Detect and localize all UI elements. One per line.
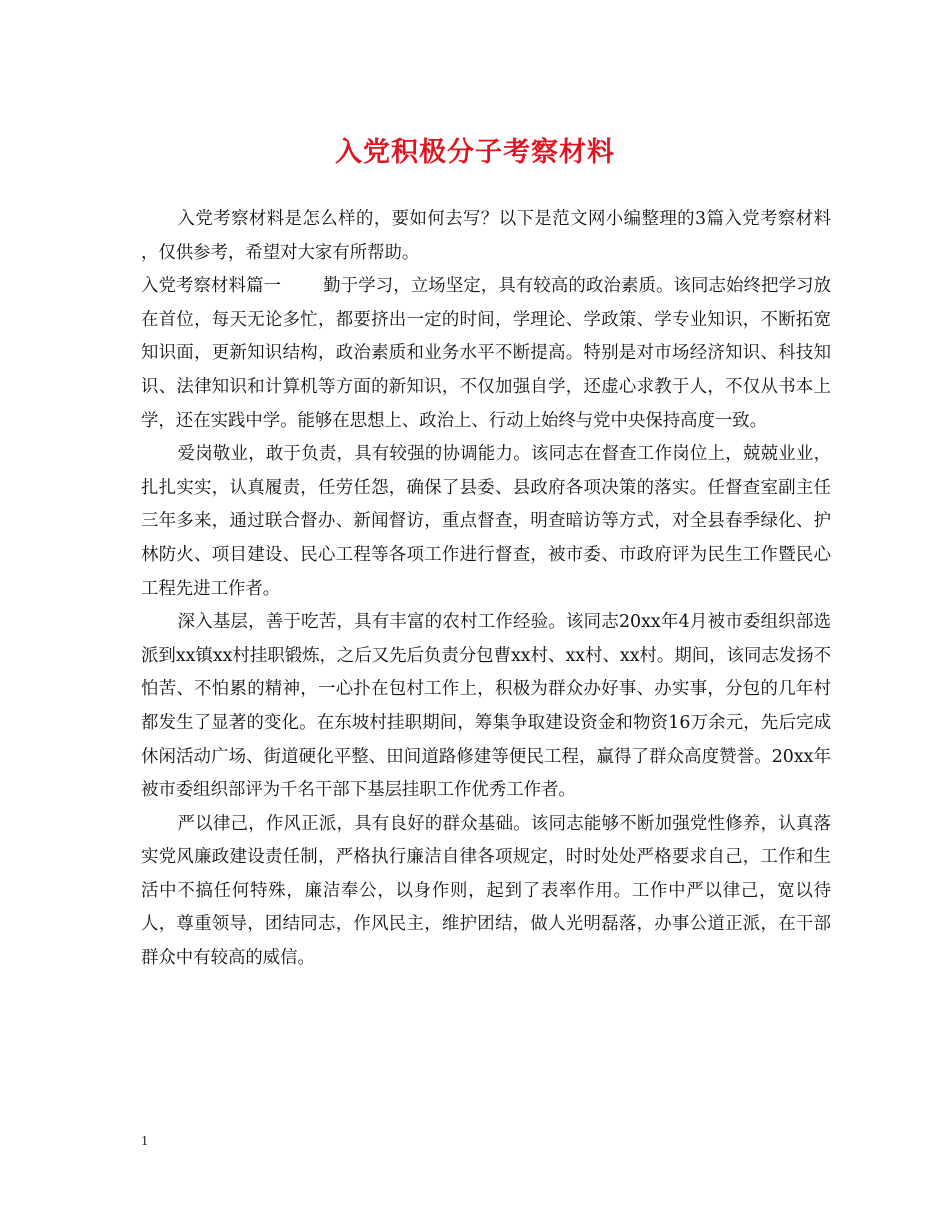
document-body xyxy=(141,203,831,976)
intro-paragraph: 入党考察材料是怎么样的，要如何去写？以下是范文网小编整理的3篇入党考察材料 ，仅供参考，希望对大家有所帮助。 xyxy=(141,209,831,263)
page-number: 1 xyxy=(141,1134,148,1149)
paragraph-two: 爱岗敬业，敢于负责，具有较强的协调能力。该同志在督查工作岗位上，兢兢业业，扎扎实实，认真履责，任劳任怨，确保了县委、县政府各项决策的落实。任督查室副主任三年多来，通过联合督办、新闻督访，重点督查，明查暗访等方式，对全县春季绿化、护林防火、项目建设、民心工程等各项工作进行督查，被市委、市政府评为民生工作暨民心工程先进工作者。 xyxy=(141,444,831,599)
paragraph-four: 严以律己，作风正派，具有良好的群众基础。该同志能够不断加强党性修养，认真落实党风廉政建设责任制，严格执行廉洁自律各项规定，时时处处严格要求自己，工作和生活中不搞任何特殊，廉洁奉公，以身作则，起到了表率作用。工作中严以律己，宽以待人，尊重领导，团结同志，作风民主，维护团结，做人光明磊落，办事公道正派，在干部群众中有较高的威信。 xyxy=(141,813,831,969)
section-one-paragraph xyxy=(141,270,831,438)
document-title: 入党积极分子考察材料 xyxy=(335,137,615,168)
paragraph-one-text: 勤于学习，立场坚定，具有较高的政治素质。该同志始终把学习放在首位，每天无论多忙，都要挤出一定的时间，学理论、学政策、学专业知识，不断拓宽知识面，更新知识结构，政治素质和业务水平不断提高。特别是对市场经济知识、科技知识、法律知识和计算机等方面的新知识，不仅加强自学，还虚心求教于人，不仅从书本上学，还在实践中学。能够在思想上、政治上、行动上始终与党中央保持高度一致。 xyxy=(141,276,831,431)
section-label: 入党考察材料篇一 xyxy=(141,276,282,297)
paragraph-three: 深入基层，善于吃苦，具有丰富的农村工作经验。该同志20xx年4月被市委组织部选派到xx镇xx村挂职锻炼，之后又先后负责分包曹xx村、xx村、xx村。期间，该同志发扬不怕苦、不怕累的精神，一心扑在包村工作上，积极为群众办好事、办实事，分包的几年村都发生了显著的变化。在东坡村挂职期间，筹集争取建设资金和物资16万余元，先后完成休闲活动广场、街道硬化平整、田间道路修建等便民工程，赢得了群众高度赞誉。20xx年被市委组织部评为千名干部下基层挂职工作优秀工作者。 xyxy=(141,612,831,801)
